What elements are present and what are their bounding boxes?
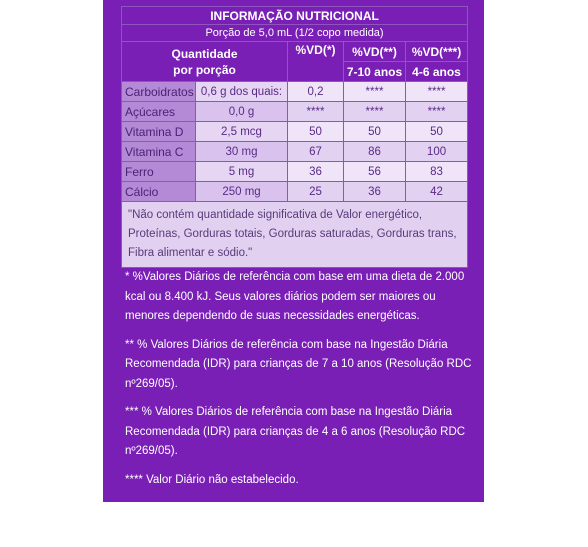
table-row [122, 102, 468, 122]
nutrient-name: Carboidratos [122, 82, 196, 102]
table-note: "Não contém quantidade significativa de Valor energético, Proteínas, Gorduras totais, Gorduras saturadas, Gorduras trans, Fibra alimentar e sódio." [122, 202, 468, 268]
vd3-value: **** [406, 82, 468, 102]
table-row [122, 162, 468, 182]
nutrient-name: Açúcares [122, 102, 196, 122]
nutrient-amount: 5 mg [196, 162, 288, 182]
vd2-value: **** [344, 102, 406, 122]
vd1-value: 50 [288, 122, 344, 142]
vd2-value: 50 [344, 122, 406, 142]
footnote-2: ** % Valores Diários de referência com base na Ingestão Diária Recomendada (IDR) para crianças de 7 a 10 anos (Resolução RDC nº269/05). [125, 338, 472, 390]
portion-size: Porção de 5,0 mL (1/2 copo medida) [122, 25, 468, 42]
col-vd3-age: 4-6 anos [406, 62, 468, 82]
vd3-value: 83 [406, 162, 468, 182]
col-vd2-age: 7-10 anos [344, 62, 406, 82]
col-quantity-header: Quantidade por porção [122, 42, 288, 82]
vd2-value: 56 [344, 162, 406, 182]
vd1-value: 36 [288, 162, 344, 182]
vd1-value: 67 [288, 142, 344, 162]
nutrient-amount: 250 mg [196, 182, 288, 202]
footnote-3: *** % Valores Diários de referência com base na Ingestão Diária Recomendada (IDR) para crianças de 4 a 6 anos (Resolução RDC nº269/05). [125, 406, 466, 457]
vd1-value: 25 [288, 182, 344, 202]
footnote-4: **** Valor Diário não estabelecido. [125, 473, 299, 486]
col-vd1-header: %VD(*) [288, 42, 344, 82]
nutrient-name: Vitamina D [122, 122, 196, 142]
vd3-value: **** [406, 102, 468, 122]
nutrient-amount: 0,0 g [196, 102, 288, 122]
vd3-value: 42 [406, 182, 468, 202]
footnote-1: * %Valores Diários de referência com base em uma dieta de 2.000 kcal ou 8.400 kJ. Seus valores diários podem ser maiores ou menores dependendo de suas necessidades energéticas. [125, 271, 465, 322]
table-row [122, 142, 468, 162]
vd3-value: 100 [406, 142, 468, 162]
nutrient-name: Ferro [122, 162, 196, 182]
col-vd3-header: %VD(***) [406, 42, 468, 62]
footnote-5: Registro no Ministério da Saúde: dispensado da obrigatoriedade de registro conforme Resolução RDC nº27/10. [125, 502, 469, 534]
nutrition-table [121, 6, 468, 268]
nutrient-amount: 30 mg [196, 142, 288, 162]
footnotes [125, 268, 475, 547]
table-row [122, 182, 468, 202]
vd2-value: 36 [344, 182, 406, 202]
nutrient-amount: 0,6 g dos quais: [196, 82, 288, 102]
vd1-value: **** [288, 102, 344, 122]
vd1-value: 0,2 [288, 82, 344, 102]
vd3-value: 50 [406, 122, 468, 142]
table-row [122, 82, 468, 102]
table-title: INFORMAÇÃO NUTRICIONAL [122, 7, 468, 25]
nutrient-name: Cálcio [122, 182, 196, 202]
nutrient-amount: 2,5 mcg [196, 122, 288, 142]
vd2-value: 86 [344, 142, 406, 162]
table-row [122, 122, 468, 142]
col-vd2-header: %VD(**) [344, 42, 406, 62]
nutrient-name: Vitamina C [122, 142, 196, 162]
vd2-value: **** [344, 82, 406, 102]
